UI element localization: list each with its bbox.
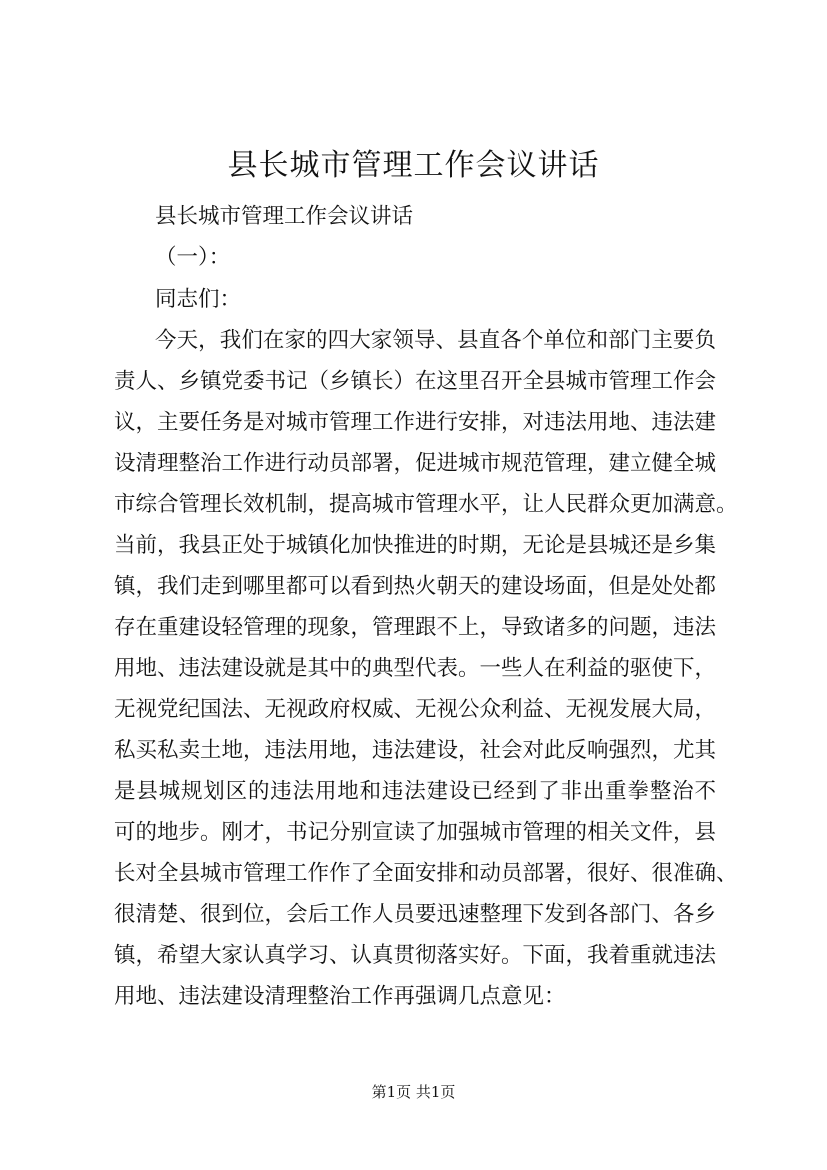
page-footer: 第1页 共1页: [371, 1083, 456, 1101]
section-marker: （一）：: [155, 245, 231, 270]
body-line: 今天，我们在家的四大家领导、县直各个单位和部门主要负: [155, 328, 716, 353]
document-subtitle: 县长城市管理工作会议讲话: [155, 204, 414, 229]
body-line: 可的地步。刚才，书记分别宣读了加强城市管理的相关文件，县: [114, 820, 717, 845]
body-line: 用地、违法建设清理整治工作再强调几点意见：: [114, 984, 566, 1009]
body-line: 当前，我县正处于城镇化加快推进的时期，无论是县城还是乡集: [114, 533, 717, 558]
body-line: 无视党纪国法、无视政府权威、无视公众利益、无视发展大局，: [114, 697, 717, 722]
body-line: 很清楚、很到位，会后工作人员要迅速整理下发到各部门、各乡: [114, 902, 717, 927]
body-line: 镇，我们走到哪里都可以看到热火朝天的建设场面，但是处处都: [114, 574, 717, 599]
document-title: 县长城市管理工作会议讲话: [227, 148, 600, 183]
body-line: 存在重建设轻管理的现象，管理跟不上，导致诸多的问题，违法: [114, 615, 717, 640]
body-line: 市综合管理长效机制，提高城市管理水平，让人民群众更加满意。: [114, 492, 738, 517]
body-line: 责人、乡镇党委书记（乡镇长）在这里召开全县城市管理工作会: [114, 369, 717, 394]
body-line: 议，主要任务是对城市管理工作进行安排，对违法用地、违法建: [114, 410, 717, 435]
body-line: 是县城规划区的违法用地和违法建设已经到了非出重拳整治不: [114, 779, 716, 804]
salutation: 同志们：: [155, 287, 242, 312]
body-line: 私买私卖土地，违法用地，违法建设，社会对此反响强烈，尤其: [114, 738, 717, 763]
body-line: 设清理整治工作进行动员部署，促进城市规范管理，建立健全城: [114, 451, 717, 476]
body-line: 镇，希望大家认真学习、认真贯彻落实好。下面，我着重就违法: [114, 943, 717, 968]
body-line: 长对全县城市管理工作作了全面安排和动员部署，很好、很准确、: [114, 861, 738, 886]
body-line: 用地、违法建设就是其中的典型代表。一些人在利益的驱使下，: [114, 656, 717, 681]
